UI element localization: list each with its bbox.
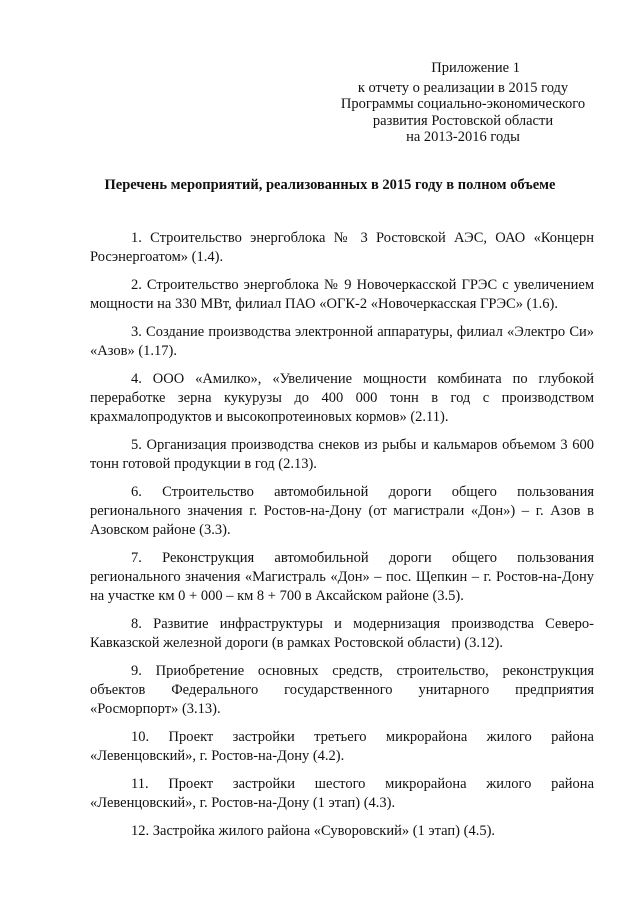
appendix-block [318,60,608,146]
document-heading: Перечень мероприятий, реализованных в 2015 году в полном объеме [104,177,556,193]
list-item: 11. Проект застройки шестого микрорайона жилого района «Левенцовский», г. Ростов-на-Дону (1 этап) (4.3). [90,776,594,811]
appendix-line: Программы социально-экономического [340,96,586,112]
list-item: 7. Реконструкция автомобильной дороги общего пользования регионального значения «Магистраль «Дон» – пос. Щепкин – г. Ростов-на-Дону на участке км 0 + 000 – км 8 + 700 в Аксайском районе (3.5). [90,550,594,604]
list-item: 8. Развитие инфраструктуры и модернизация производства Северо-Кавказской железной дороги (в рамках Ростовской области) (3.12). [90,616,594,651]
list-item: 5. Организация производства снеков из рыбы и кальмаров объемом 3 600 тонн готовой продукции в год (2.13). [90,437,594,472]
appendix-line: развития Ростовской области [372,112,554,129]
list-item: 1. Строительство энергоблока № 3 Ростовской АЭС, ОАО «Концерн Росэнергоатом» (1.4). [90,230,594,265]
appendix-line: на 2013-2016 годы [406,129,520,145]
list-item: 2. Строительство энергоблока № 9 Новочеркасской ГРЭС с увеличением мощности на 330 МВт, филиал ПАО «ОГК-2 «Новочеркасская ГРЭС» (1.6). [90,277,594,312]
list-item: 3. Создание производства электронной аппаратуры, филиал «Электро Си» «Азов» (1.17). [90,324,594,359]
appendix-line: к отчету о реализации в 2015 году [357,79,569,96]
appendix-title: Приложение 1 [431,60,520,76]
list-item: 9. Приобретение основных средств, строительство, реконструкция объектов Федерального государственного унитарного предприятия «Росморпорт» (3.13). [90,663,594,717]
list-item: 12. Застройка жилого района «Суворовский» (1 этап) (4.5). [131,823,496,839]
list-item: 6. Строительство автомобильной дороги общего пользования регионального значения г. Ростов-на-Дону (от магистрали «Дон») – г. Азов в Азовском районе (3.3). [90,484,594,538]
measures-list [90,229,594,850]
list-item: 4. ООО «Амилко», «Увеличение мощности комбината по глубокой переработке зерна кукурузы до 400 000 тонн в год с производством крахмалопродуктов и высокопротеиновых кормов» (2.11). [90,371,594,425]
list-item: 10. Проект застройки третьего микрорайона жилого района «Левенцовский», г. Ростов-на-Дону (4.2). [90,729,594,764]
